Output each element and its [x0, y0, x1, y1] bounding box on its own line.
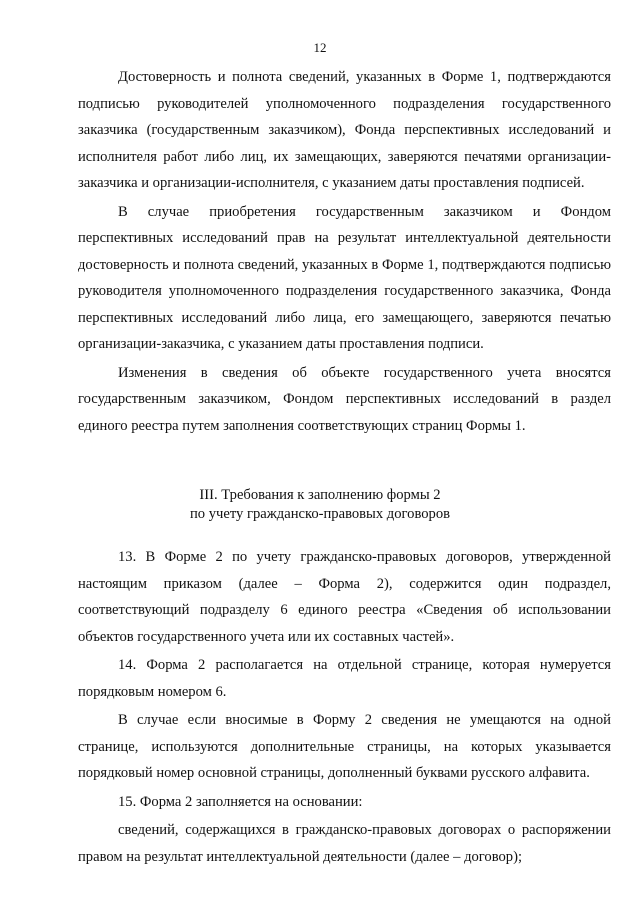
- paragraph: 15. Форма 2 заполняется на основании:: [118, 793, 363, 810]
- paragraph: 13. В Форме 2 по учету гражданско-правовых договоров, утвержденной настоящим приказом (далее – Форма 2), содержится один подраздел, соответствующий подразделу 6 единого реестра «Сведения об использовании объектов государственного учета или их составных частей».: [78, 549, 611, 645]
- section-heading: [0, 486, 640, 524]
- paragraph: 14. Форма 2 располагается на отдельной странице, которая нумеруется порядковым номером 6.: [78, 657, 611, 700]
- paragraph: В случае приобретения государственным заказчиком и Фондом перспективных исследований прав на результат интеллектуальной деятельности достоверность и полнота сведений, указанных в Форме 1, подтверждаются подписью руководителя уполномоченного подразделения государственного заказчика, Фонда перспективных исследований либо лица, его замещающего, заверяются печатью организации-заказчика, с указанием даты проставления подписи.: [78, 203, 611, 352]
- section-heading-line: по учету гражданско-правовых договоров: [189, 506, 451, 522]
- paragraph: В случае если вносимые в Форму 2 сведения не умещаются на одной странице, используются дополнительные страницы, на которых указывается порядковый номер основной страницы, дополненный буквами русского алфавита.: [78, 712, 611, 781]
- paragraph: сведений, содержащихся в гражданско-правовых договорах о распоряжении правом на результат интеллектуальной деятельности (далее – договор);: [78, 822, 611, 865]
- paragraph: Изменения в сведения об объекте государственного учета вносятся государственным заказчиком, Фондом перспективных исследований в раздел единого реестра путем заполнения соответствующих страниц Формы 1.: [78, 364, 611, 434]
- text-block-before-heading: [78, 64, 611, 439]
- paragraph: Достоверность и полнота сведений, указанных в Форме 1, подтверждаются подписью руководителей уполномоченного подразделения государственного заказчика (государственным заказчиком), Фонда перспективных исследований и исполнителя работ либо лиц, их замещающих, заверяются печатями организации-заказчика и организации-исполнителя, с указанием даты проставления подписей.: [78, 69, 611, 191]
- text-block-after-heading: [78, 544, 611, 870]
- page-number: 12: [313, 40, 327, 55]
- section-heading-line: III. Требования к заполнению формы 2: [199, 487, 441, 503]
